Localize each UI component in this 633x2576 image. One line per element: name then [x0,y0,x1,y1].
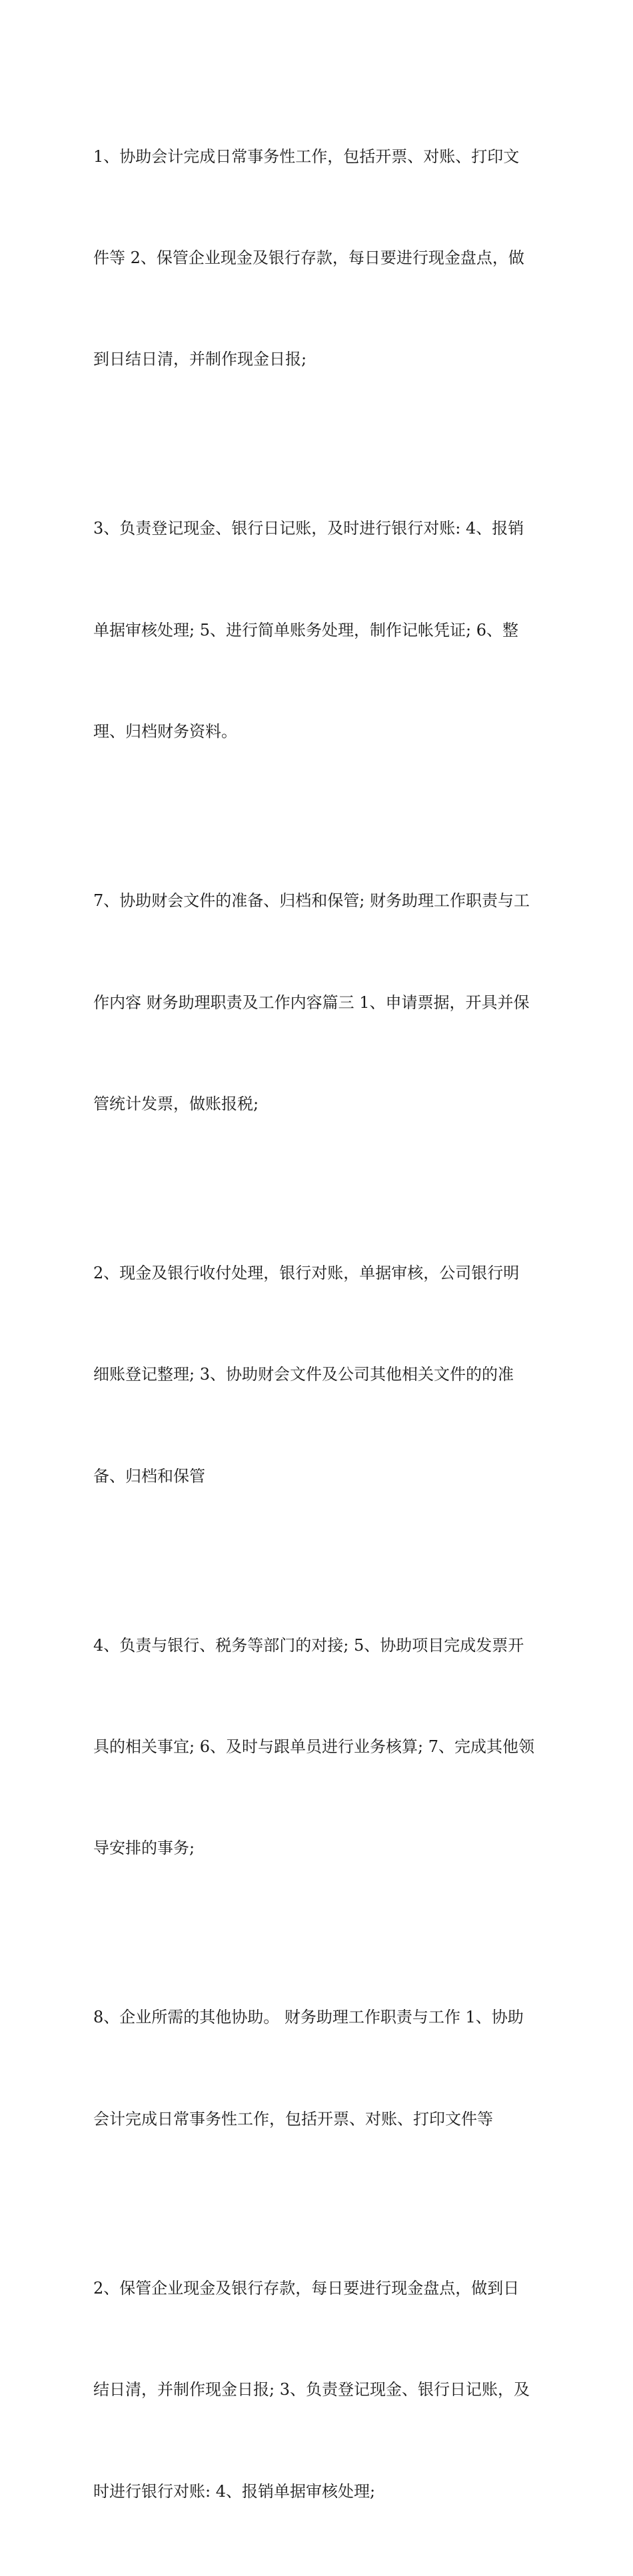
text-line: 4、负责与银行、税务等部门的对接; 5、协助项目完成发票开 [93,1635,524,1655]
text-line: 到日结日清，并制作现金日报; [93,350,307,369]
text-line: 结日清，并制作现金日报; 3、负责登记现金、银行日记账，及 [93,2380,530,2399]
paragraph-5 [93,1561,546,1933]
text-line: 单据审核处理; 5、进行简单账务处理，制作记帐凭证; 6、整 [93,620,518,640]
text-line: 8、企业所需的其他协助。 财务助理工作职责与工作 1、协助 [93,2008,524,2027]
text-line: 2、现金及银行收付处理，银行对账，单据审核，公司银行明 [93,1263,520,1282]
text-line: 管统计发票，做账报税; [93,1094,259,1113]
text-line: 细账登记整理; 3、协助财会文件及公司其他相关文件的的准 [93,1365,514,1384]
text-line: 导安排的事务; [93,1839,195,1858]
paragraph-1 [93,72,546,444]
paragraph-2 [93,444,546,817]
text-line: 3、负责登记现金、银行日记账，及时进行银行对账: 4、报销 [93,519,524,538]
paragraph-3 [93,817,546,1189]
text-line: 1、协助会计完成日常事务性工作，包括开票、对账、打印文 [93,147,520,166]
text-line: 作内容 财务助理职责及工作内容篇三 1、申请票据，开具并保 [93,993,530,1012]
text-line: 时进行银行对账: 4、报销单据审核处理; [93,2481,376,2501]
text-line: 件等 2、保管企业现金及银行存款，每日要进行现金盘点，做 [93,248,524,267]
text-line: 具的相关事宜; 6、及时与跟单员进行业务核算; 7、完成其他领 [93,1737,534,1757]
text-line: 理、归档财务资料。 [93,722,237,741]
paragraph-6 [93,1933,546,2204]
paragraph-4 [93,1188,546,1561]
text-line: 会计完成日常事务性工作，包括开票、对账、打印文件等 [93,2109,493,2128]
paragraph-7 [93,2204,546,2576]
document-body [93,72,546,2576]
text-line: 2、保管企业现金及银行存款，每日要进行现金盘点，做到日 [93,2278,520,2298]
text-line: 备、归档和保管 [93,1466,205,1486]
text-line: 7、协助财会文件的准备、归档和保管; 财务助理工作职责与工 [93,891,530,911]
